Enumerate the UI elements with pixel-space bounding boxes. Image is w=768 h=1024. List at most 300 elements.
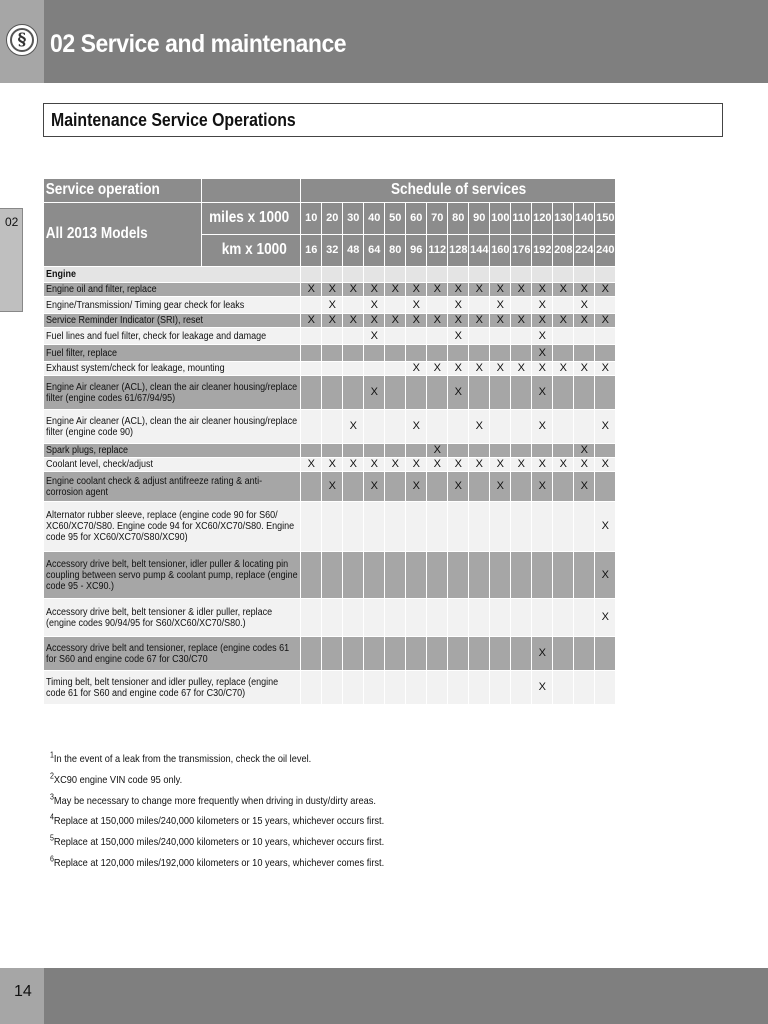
schedule-mark — [364, 599, 385, 637]
km-col-240: 240 — [595, 235, 616, 267]
schedule-mark — [469, 637, 490, 671]
km-col-16: 16 — [301, 235, 322, 267]
schedule-mark — [574, 671, 595, 705]
service-operation-cell: Engine Air cleaner (ACL), clean the air cleaner housing/replace filter (engine code 90) — [44, 410, 301, 444]
schedule-mark — [385, 362, 406, 376]
schedule-mark: X — [490, 297, 511, 314]
footnote: $^1$In the event of a leak from the transmission, check the oil level. — [50, 750, 312, 765]
schedule-mark — [385, 444, 406, 458]
schedule-mark — [469, 297, 490, 314]
schedule-mark — [490, 599, 511, 637]
schedule-mark — [469, 472, 490, 502]
schedule-mark — [448, 637, 469, 671]
schedule-mark: X — [574, 472, 595, 502]
schedule-mark: X — [448, 297, 469, 314]
schedule-mark — [322, 671, 343, 705]
schedule-mark: X — [406, 297, 427, 314]
service-operation-cell: Accessory drive belt, belt tensioner & idler puller, replace (engine codes 90/94/95 for S60/XC60/XC70/S80.) — [44, 599, 301, 637]
schedule-mark: X — [595, 314, 616, 328]
schedule-mark — [343, 502, 364, 552]
schedule-mark — [406, 345, 427, 362]
schedule-mark — [511, 297, 532, 314]
schedule-mark: X — [322, 314, 343, 328]
miles-col-150: 150 — [595, 203, 616, 235]
schedule-mark — [364, 637, 385, 671]
schedule-mark — [490, 637, 511, 671]
footnote: $^4$Replace at 150,000 miles/240,000 kilometers or 15 years, whichever occurs first. — [50, 812, 385, 828]
schedule-mark: X — [532, 314, 553, 328]
schedule-mark: X — [385, 458, 406, 472]
schedule-mark: X — [448, 376, 469, 410]
table-row — [44, 297, 616, 314]
schedule-mark — [301, 345, 322, 362]
schedule-mark — [553, 444, 574, 458]
schedule-mark: X — [511, 314, 532, 328]
schedule-mark — [301, 362, 322, 376]
schedule-mark: X — [322, 283, 343, 297]
schedule-mark — [322, 376, 343, 410]
schedule-mark — [532, 444, 553, 458]
schedule-mark: X — [574, 362, 595, 376]
schedule-mark — [553, 637, 574, 671]
schedule-mark — [364, 502, 385, 552]
schedule-mark — [343, 345, 364, 362]
schedule-mark — [511, 671, 532, 705]
service-operation-cell: Engine coolant check & adjust antifreeze rating & anti-corrosion agent — [44, 472, 301, 502]
schedule-mark: X — [364, 458, 385, 472]
schedule-mark — [385, 671, 406, 705]
schedule-mark: X — [574, 458, 595, 472]
schedule-mark: X — [532, 362, 553, 376]
page-number-block — [0, 968, 44, 1024]
schedule-mark — [574, 376, 595, 410]
schedule-mark: X — [406, 362, 427, 376]
schedule-mark: X — [532, 376, 553, 410]
schedule-mark: X — [469, 283, 490, 297]
schedule-mark — [469, 345, 490, 362]
service-operation-cell: Fuel lines and fuel filter, check for leakage and damage — [44, 328, 301, 345]
schedule-mark: X — [553, 362, 574, 376]
schedule-mark: X — [532, 297, 553, 314]
schedule-mark — [385, 328, 406, 345]
schedule-mark — [343, 376, 364, 410]
schedule-mark — [511, 376, 532, 410]
km-col-80: 80 — [385, 235, 406, 267]
schedule-mark: X — [490, 362, 511, 376]
schedule-mark: X — [427, 283, 448, 297]
miles-col-70: 70 — [427, 203, 448, 235]
schedule-mark — [406, 671, 427, 705]
schedule-mark: X — [553, 283, 574, 297]
schedule-mark — [511, 444, 532, 458]
km-col-192: 192 — [532, 235, 553, 267]
schedule-mark — [406, 328, 427, 345]
schedule-mark — [448, 599, 469, 637]
miles-col-60: 60 — [406, 203, 427, 235]
schedule-mark: X — [574, 283, 595, 297]
schedule-mark — [469, 328, 490, 345]
table-row — [44, 637, 616, 671]
schedule-mark: X — [427, 314, 448, 328]
schedule-mark: X — [406, 283, 427, 297]
schedule-mark — [448, 444, 469, 458]
schedule-mark: X — [301, 314, 322, 328]
miles-col-90: 90 — [469, 203, 490, 235]
schedule-mark: X — [427, 362, 448, 376]
footer-bar — [44, 968, 768, 1024]
schedule-mark: X — [427, 458, 448, 472]
schedule-mark — [511, 637, 532, 671]
table-row — [44, 458, 616, 472]
miles-col-20: 20 — [322, 203, 343, 235]
schedule-mark — [406, 552, 427, 599]
schedule-mark — [364, 671, 385, 705]
service-operation-cell: Service Reminder Indicator (SRI), reset — [44, 314, 301, 328]
schedule-mark: X — [448, 283, 469, 297]
service-operation-cell: Coolant level, check/adjust — [44, 458, 301, 472]
page-title: 02 Service and maintenance — [50, 30, 347, 58]
schedule-mark — [343, 599, 364, 637]
schedule-mark: X — [364, 283, 385, 297]
footnote: $^6$Replace at 120,000 miles/192,000 kilometers or 10 years, whichever comes first. — [50, 854, 385, 869]
schedule-mark: X — [574, 297, 595, 314]
schedule-mark — [490, 502, 511, 552]
schedule-mark — [343, 671, 364, 705]
schedule-mark — [427, 637, 448, 671]
schedule-mark — [490, 345, 511, 362]
km-col-96: 96 — [406, 235, 427, 267]
km-label: km x 1000 — [202, 235, 301, 267]
schedule-mark — [553, 552, 574, 599]
schedule-mark — [469, 502, 490, 552]
service-operation-header: Service operation — [44, 179, 202, 203]
schedule-mark — [511, 599, 532, 637]
section-title-box — [43, 103, 723, 137]
km-col-48: 48 — [343, 235, 364, 267]
schedule-mark — [595, 297, 616, 314]
schedule-mark — [406, 502, 427, 552]
schedule-mark — [301, 297, 322, 314]
schedule-mark — [427, 472, 448, 502]
schedule-mark: X — [448, 314, 469, 328]
schedule-mark: X — [343, 458, 364, 472]
schedule-mark — [553, 472, 574, 502]
schedule-mark — [511, 552, 532, 599]
schedule-mark: X — [490, 283, 511, 297]
schedule-mark — [301, 671, 322, 705]
schedule-mark — [427, 345, 448, 362]
schedule-mark: X — [406, 458, 427, 472]
schedule-mark — [532, 502, 553, 552]
schedule-mark — [511, 472, 532, 502]
schedule-mark — [490, 552, 511, 599]
schedule-mark — [469, 376, 490, 410]
schedule-mark — [343, 297, 364, 314]
schedule-mark — [574, 328, 595, 345]
table-row — [44, 376, 616, 410]
maintenance-schedule-table — [43, 178, 616, 705]
schedule-mark — [301, 472, 322, 502]
miles-col-100: 100 — [490, 203, 511, 235]
schedule-mark: X — [343, 283, 364, 297]
footnote: $^5$Replace at 150,000 miles/240,000 kilometers or 10 years, whichever occurs first. — [50, 833, 385, 849]
schedule-mark — [595, 637, 616, 671]
schedule-mark: X — [364, 472, 385, 502]
km-col-176: 176 — [511, 235, 532, 267]
schedule-mark — [595, 328, 616, 345]
schedule-mark: X — [511, 458, 532, 472]
schedule-header: Schedule of services — [301, 179, 616, 203]
schedule-mark: X — [490, 314, 511, 328]
schedule-mark — [595, 376, 616, 410]
schedule-mark: X — [406, 410, 427, 444]
service-operation-cell: Alternator rubber sleeve, replace (engine code 90 for S60/ XC60/XC70/S80. Engine code 94 for XC60/XC70/S80. Engine code 95 for XC60/XC70/S80/XC90) — [44, 502, 301, 552]
schedule-mark — [490, 444, 511, 458]
schedule-mark — [406, 376, 427, 410]
schedule-mark — [385, 345, 406, 362]
schedule-mark: X — [322, 458, 343, 472]
schedule-mark — [553, 376, 574, 410]
schedule-mark — [532, 552, 553, 599]
table-row — [44, 671, 616, 705]
schedule-mark: X — [385, 283, 406, 297]
schedule-mark: X — [595, 552, 616, 599]
footnote: $^2$XC90 engine VIN code 95 only. — [50, 771, 183, 786]
schedule-mark: X — [595, 410, 616, 444]
section-title: Maintenance Service Operations — [51, 110, 296, 130]
service-operation-cell: Engine Air cleaner (ACL), clean the air cleaner housing/replace filter (engine codes 61/67/94/95) — [44, 376, 301, 410]
schedule-mark: X — [574, 444, 595, 458]
table-row — [44, 444, 616, 458]
schedule-mark — [574, 502, 595, 552]
schedule-mark — [385, 637, 406, 671]
schedule-mark — [511, 345, 532, 362]
schedule-mark — [553, 410, 574, 444]
schedule-mark — [511, 502, 532, 552]
table-row — [44, 472, 616, 502]
schedule-mark: X — [406, 314, 427, 328]
schedule-mark — [322, 552, 343, 599]
schedule-mark — [385, 472, 406, 502]
schedule-mark — [595, 472, 616, 502]
schedule-mark: X — [553, 458, 574, 472]
miles-col-120: 120 — [532, 203, 553, 235]
schedule-mark: X — [448, 362, 469, 376]
schedule-mark — [448, 671, 469, 705]
schedule-mark: X — [574, 314, 595, 328]
schedule-mark — [553, 328, 574, 345]
schedule-mark — [553, 671, 574, 705]
schedule-mark — [511, 328, 532, 345]
schedule-mark: X — [364, 297, 385, 314]
footnote: $^3$May be necessary to change more frequently when driving in dusty/dirty areas. — [50, 792, 376, 807]
schedule-mark — [427, 297, 448, 314]
schedule-mark — [595, 444, 616, 458]
section-sign-icon: § — [6, 24, 38, 56]
schedule-mark — [553, 599, 574, 637]
page-number: 14 — [14, 983, 32, 1000]
schedule-mark: X — [532, 472, 553, 502]
miles-col-30: 30 — [343, 203, 364, 235]
schedule-mark — [385, 376, 406, 410]
service-operation-cell: Engine/Transmission/ Timing gear check for leaks — [44, 297, 301, 314]
schedule-mark — [406, 637, 427, 671]
schedule-mark: X — [511, 283, 532, 297]
schedule-mark — [469, 671, 490, 705]
schedule-mark — [322, 502, 343, 552]
schedule-mark: X — [511, 362, 532, 376]
schedule-mark: X — [364, 314, 385, 328]
km-col-128: 128 — [448, 235, 469, 267]
schedule-mark — [343, 637, 364, 671]
schedule-mark: X — [595, 502, 616, 552]
schedule-mark — [427, 671, 448, 705]
schedule-mark — [343, 472, 364, 502]
schedule-mark: X — [385, 314, 406, 328]
schedule-mark — [385, 552, 406, 599]
schedule-mark — [490, 671, 511, 705]
schedule-mark — [490, 410, 511, 444]
schedule-mark: X — [301, 458, 322, 472]
schedule-mark — [490, 376, 511, 410]
schedule-mark — [301, 637, 322, 671]
miles-col-140: 140 — [574, 203, 595, 235]
schedule-mark: X — [553, 314, 574, 328]
service-operation-cell: Engine oil and filter, replace — [44, 283, 301, 297]
table-row — [44, 502, 616, 552]
schedule-mark — [553, 502, 574, 552]
schedule-mark — [343, 328, 364, 345]
schedule-mark: X — [406, 472, 427, 502]
schedule-mark — [427, 599, 448, 637]
schedule-mark: X — [490, 472, 511, 502]
service-operation-cell: Spark plugs, replace — [44, 444, 301, 458]
schedule-mark — [322, 328, 343, 345]
table-row — [44, 345, 616, 362]
schedule-mark: X — [532, 410, 553, 444]
miles-label: miles x 1000 — [202, 203, 301, 235]
schedule-mark — [385, 297, 406, 314]
schedule-mark — [343, 362, 364, 376]
schedule-mark — [427, 376, 448, 410]
schedule-mark — [301, 376, 322, 410]
schedule-mark: X — [301, 283, 322, 297]
models-label: All 2013 Models — [44, 203, 202, 267]
schedule-mark: X — [595, 599, 616, 637]
schedule-mark: X — [364, 328, 385, 345]
schedule-mark — [595, 345, 616, 362]
schedule-mark — [322, 345, 343, 362]
schedule-mark — [322, 637, 343, 671]
schedule-mark — [448, 552, 469, 599]
footnotes — [50, 749, 430, 874]
schedule-mark — [385, 410, 406, 444]
km-col-64: 64 — [364, 235, 385, 267]
miles-col-80: 80 — [448, 203, 469, 235]
schedule-mark: X — [322, 472, 343, 502]
chapter-side-tab — [0, 208, 23, 312]
schedule-mark — [364, 410, 385, 444]
table-row — [44, 283, 616, 297]
schedule-mark — [385, 599, 406, 637]
schedule-mark — [574, 410, 595, 444]
schedule-mark — [322, 362, 343, 376]
schedule-mark — [364, 362, 385, 376]
schedule-mark: X — [364, 376, 385, 410]
service-operation-cell: Timing belt, belt tensioner and idler pulley, replace (engine code 61 for S60 and engine code 67 for C30/C70) — [44, 671, 301, 705]
schedule-mark — [301, 410, 322, 444]
miles-col-50: 50 — [385, 203, 406, 235]
schedule-mark — [553, 345, 574, 362]
table-row — [44, 599, 616, 637]
schedule-mark: X — [532, 345, 553, 362]
schedule-mark: X — [595, 283, 616, 297]
table-row — [44, 552, 616, 599]
header-icon-block — [0, 0, 44, 83]
schedule-mark: X — [469, 314, 490, 328]
schedule-mark — [469, 444, 490, 458]
schedule-mark — [322, 444, 343, 458]
schedule-mark — [511, 410, 532, 444]
group-engine: Engine — [44, 267, 301, 283]
table-row — [44, 328, 616, 345]
schedule-mark: X — [532, 328, 553, 345]
schedule-mark: X — [469, 458, 490, 472]
schedule-mark — [448, 502, 469, 552]
schedule-mark — [574, 345, 595, 362]
schedule-mark — [469, 599, 490, 637]
schedule-mark — [574, 552, 595, 599]
schedule-mark — [301, 599, 322, 637]
schedule-mark — [406, 444, 427, 458]
schedule-mark — [343, 552, 364, 599]
schedule-mark: X — [427, 444, 448, 458]
km-col-160: 160 — [490, 235, 511, 267]
km-col-112: 112 — [427, 235, 448, 267]
table-row — [44, 362, 616, 376]
schedule-mark: X — [343, 410, 364, 444]
service-operation-cell: Fuel filter, replace — [44, 345, 301, 362]
miles-col-110: 110 — [511, 203, 532, 235]
miles-col-40: 40 — [364, 203, 385, 235]
km-col-144: 144 — [469, 235, 490, 267]
schedule-mark — [385, 502, 406, 552]
schedule-mark: X — [469, 362, 490, 376]
service-operation-cell: Accessory drive belt and tensioner, replace (engine codes 61 for S60 and engine code 67 for C30/C70 — [44, 637, 301, 671]
schedule-mark — [301, 502, 322, 552]
schedule-mark: X — [532, 671, 553, 705]
schedule-mark: X — [595, 362, 616, 376]
schedule-mark — [553, 297, 574, 314]
schedule-mark — [469, 552, 490, 599]
schedule-mark: X — [448, 458, 469, 472]
service-operation-cell: Exhaust system/check for leakage, mounting — [44, 362, 301, 376]
schedule-mark — [301, 552, 322, 599]
schedule-mark — [301, 444, 322, 458]
schedule-mark — [343, 444, 364, 458]
schedule-mark — [427, 410, 448, 444]
schedule-mark: X — [532, 637, 553, 671]
schedule-mark: X — [322, 297, 343, 314]
schedule-mark — [490, 328, 511, 345]
km-col-208: 208 — [553, 235, 574, 267]
schedule-mark — [364, 345, 385, 362]
miles-col-10: 10 — [301, 203, 322, 235]
table-row — [44, 314, 616, 328]
schedule-mark — [406, 599, 427, 637]
header-bar — [44, 0, 768, 83]
schedule-mark: X — [532, 283, 553, 297]
